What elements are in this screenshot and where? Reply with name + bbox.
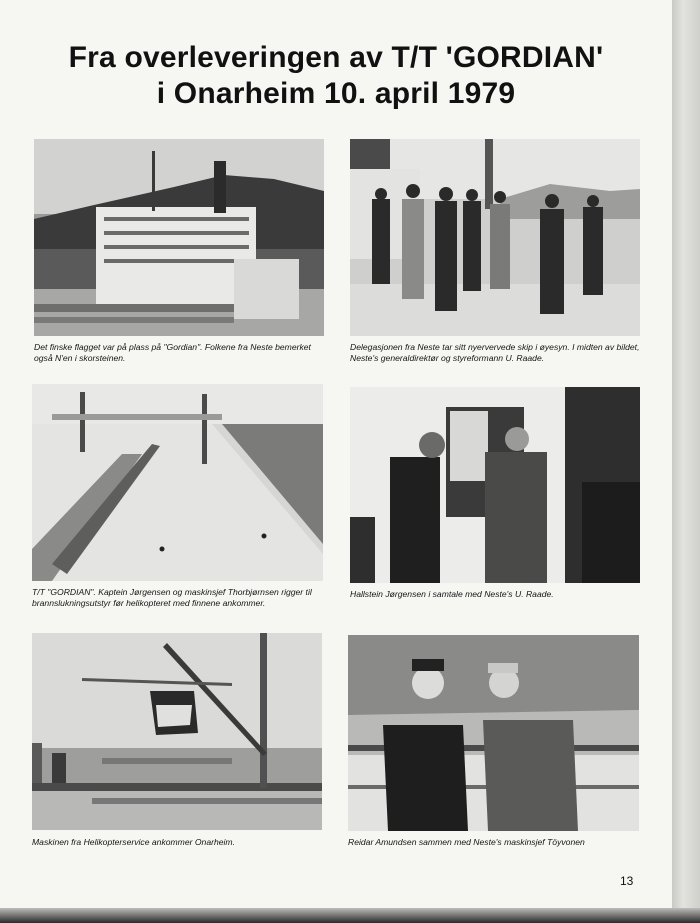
caption-photo-2: Delegasjonen fra Neste tar sitt nyervervede skip i øyesyn. I midten av bildet, Neste's generaldirektør og styreformann U. Raade.: [350, 342, 640, 363]
binding-edge: [672, 0, 700, 923]
page-title: [0, 40, 672, 112]
caption-photo-3: T/T "GORDIAN". Kaptein Jørgensen og maskinsjef Thorbjørnsen rigger til brannslukningsutstyr før helikopteret med finnene ankommer.: [32, 587, 312, 608]
photo-tanker-deck: [32, 384, 323, 581]
title-line-1: Fra overleveringen av T/T 'GORDIAN': [68, 41, 604, 74]
title-line-2: i Onarheim 10. april 1979: [156, 77, 516, 110]
scan-bottom-edge: [0, 908, 700, 923]
caption-photo-5: Maskinen fra Helikopterservice ankommer Onarheim.: [32, 837, 235, 847]
photo-helicopter-arriving: [32, 633, 322, 830]
photo-two-men-conversing: [350, 387, 640, 583]
photo-delegation-on-deck: [350, 139, 640, 336]
caption-photo-4: Hallstein Jørgensen i samtale med Neste's U. Raade.: [350, 589, 554, 599]
photo-ship-superstructure: [34, 139, 324, 336]
page-number: 13: [620, 874, 634, 888]
caption-photo-1: Det finske flagget var på plass på "Gordian". Folkene fra Neste bemerket også N'en i skorsteinen.: [34, 342, 311, 363]
photo-two-men-portrait: [348, 635, 639, 831]
caption-photo-6: Reidar Amundsen sammen med Neste's maskinsjef Töyvonen: [348, 837, 585, 847]
